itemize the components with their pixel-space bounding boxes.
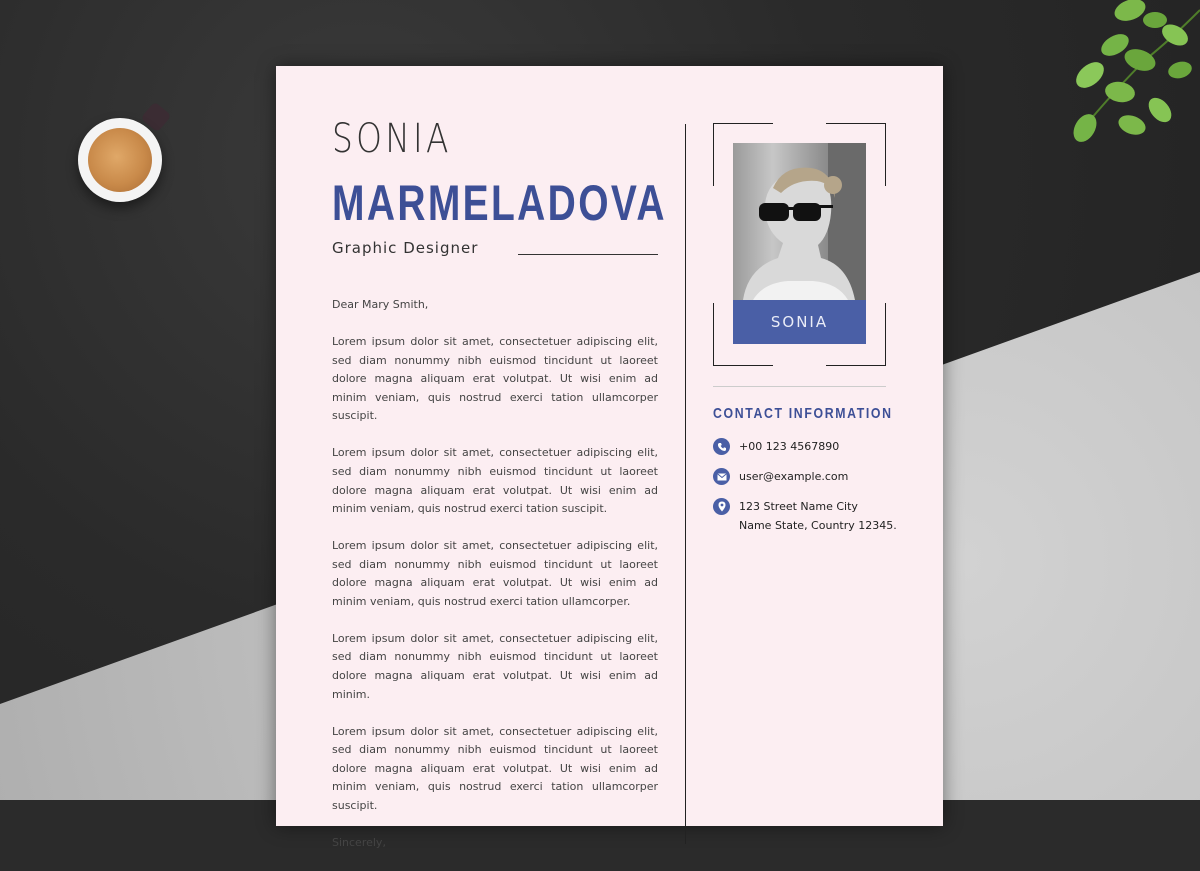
plant-leaves	[1060, 0, 1200, 160]
cover-letter	[332, 296, 658, 871]
job-title: Graphic Designer	[332, 239, 479, 257]
column-divider	[685, 124, 686, 844]
resume-page	[276, 66, 943, 849]
email-address[interactable]: user@example.com	[739, 470, 849, 483]
profile-photo	[733, 143, 866, 300]
photo-name-label: SONIA	[733, 300, 866, 344]
letter-paragraph: Lorem ipsum dolor sit amet, consectetuer adipiscing elit, sed diam nonummy nibh euismod tincidunt ut laoreet dolore magna aliquam erat volutpat. Ut wisi enim ad minim veniam, quis nostrud exerci tation ullamcorper.	[332, 539, 658, 608]
letter-paragraph: Lorem ipsum dolor sit amet, consectetuer adipiscing elit, sed diam nonummy nibh euismod tincidunt ut laoreet dolore magna aliquam erat volutpat. Ut wisi enim ad minim veniam, quis nostrud exerci tation ullamcorper suscipit.	[332, 334, 658, 423]
contact-email	[713, 467, 848, 486]
letter-paragraph: Lorem ipsum dolor sit amet, consectetuer adipiscing elit, sed diam nonummy nibh euismod tincidunt ut laoreet dolore magna aliquam erat volutpat. Ut wisi enim ad minim.	[332, 631, 658, 701]
address-line-1: 123 Street Name City	[739, 500, 858, 513]
sidebar-rule	[713, 386, 886, 387]
title-rule	[518, 254, 658, 255]
contact-address	[713, 497, 897, 535]
contact-heading: CONTACT INFORMATION	[713, 405, 893, 422]
phone-number[interactable]: +00 123 4567890	[739, 440, 840, 453]
contact-phone	[713, 437, 839, 456]
coffee-mug	[78, 118, 162, 202]
first-name: SONIA	[332, 116, 452, 162]
last-name: MARMELADOVA	[332, 175, 667, 231]
letter-paragraph: Lorem ipsum dolor sit amet, consectetuer adipiscing elit, sed diam nonummy nibh euismod tincidunt ut laoreet dolore magna aliquam erat volutpat. Ut wisi enim ad minim veniam, quis nostrud exerci tation suscipit.	[332, 446, 658, 516]
location-pin-icon	[713, 498, 730, 515]
email-icon	[713, 468, 730, 485]
photo-frame	[713, 123, 886, 366]
letter-paragraph: Lorem ipsum dolor sit amet, consectetuer adipiscing elit, sed diam nonummy nibh euismod tincidunt ut laoreet dolore magna aliquam erat volutpat. Ut wisi enim ad minim veniam, quis nostrud exerci tation ullamcorper suscipit.	[332, 724, 658, 813]
letter-closing: Sincerely,	[332, 836, 386, 849]
phone-icon	[713, 438, 730, 455]
letter-greeting: Dear Mary Smith,	[332, 298, 429, 311]
portrait-silhouette	[733, 143, 866, 300]
address-block	[739, 497, 897, 535]
address-line-2: Name State, Country 12345.	[739, 519, 897, 532]
